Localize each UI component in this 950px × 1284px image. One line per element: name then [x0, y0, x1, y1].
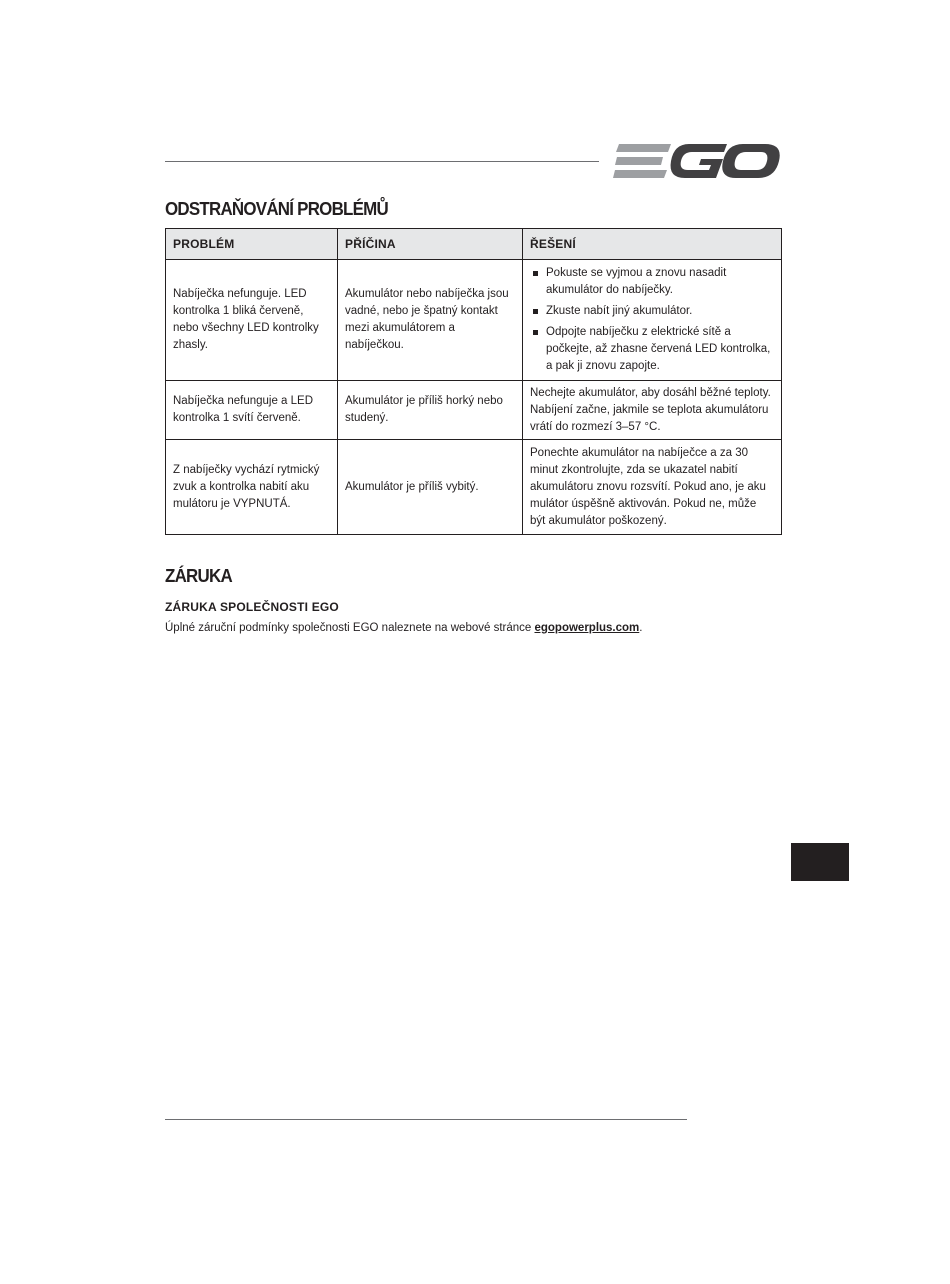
warranty-paragraph — [165, 622, 642, 634]
warranty-title: ZÁRUKA — [165, 566, 232, 586]
solution-item-text: Zkuste nabít jiný akumulátor. — [546, 305, 693, 317]
warranty-text: Úplné záruční podmínky společnosti EGO naleznete na webové stránce — [165, 622, 535, 634]
cause-cell: Akumulátor je příliš vybitý. — [338, 440, 523, 535]
logo-g — [671, 144, 727, 178]
cause-cell: Akumulátor je příliš horký nebo studený. — [338, 381, 523, 440]
column-header-problem: PROBLÉM — [166, 229, 338, 260]
troubleshooting-title: ODSTRAŇOVÁNÍ PROBLÉMŮ — [165, 199, 388, 219]
warranty-text-end: . — [639, 622, 643, 634]
language-side-tab — [791, 843, 849, 881]
ego-logo-graphic — [613, 142, 781, 182]
warranty-subtitle: ZÁRUKA SPOLEČNOSTI EGO — [165, 600, 339, 614]
solution-list-item — [530, 324, 774, 375]
troubleshooting-table — [165, 228, 782, 535]
logo-e-bar-mid — [615, 157, 663, 165]
logo-o — [722, 144, 779, 178]
solution-item-text: Pokuste se vyjmou a znovu nasadit akumulátor do nabíječky. — [546, 267, 727, 296]
bullet-square-icon — [533, 271, 538, 276]
solution-cell — [523, 260, 782, 381]
solution-list-item — [530, 303, 774, 320]
solution-list — [530, 265, 774, 375]
table-row — [166, 440, 782, 535]
solution-item-text: Odpojte nabíječku z elektrické sítě a počkejte, až zhasne červená LED kontrolka, a pak ji znovu zapojte. — [546, 326, 771, 372]
bullet-square-icon — [533, 330, 538, 335]
bullet-square-icon — [533, 309, 538, 314]
problem-cell: Z nabíječky vychází rytmický zvuk a kontrolka nabití aku mulátoru je VYPNUTÁ. — [166, 440, 338, 535]
header-rule — [165, 161, 599, 162]
problem-cell: Nabíječka nefunguje. LED kontrolka 1 bliká červeně, nebo všechny LED kontrolky zhasly. — [166, 260, 338, 381]
warranty-link[interactable]: egopowerplus.com — [534, 622, 640, 634]
column-header-solution: ŘEŠENÍ — [523, 229, 782, 260]
solution-cell: Ponechte akumulátor na nabíječce a za 30 minut zkontrolujte, zda se ukazatel nabití akumulátoru znovu rozsvítí. Pokud ano, je aku mulátor úspěšně aktivován. Pokud ne, může být akumulátor poškozený. — [523, 440, 782, 535]
table-row — [166, 260, 782, 381]
problem-cell: Nabíječka nefunguje a LED kontrolka 1 svítí červeně. — [166, 381, 338, 440]
table-header-row — [166, 229, 782, 260]
solution-list-item — [530, 265, 774, 299]
footer-rule — [165, 1119, 687, 1120]
ego-logo — [613, 142, 781, 182]
table-row — [166, 381, 782, 440]
logo-e-bar-bottom — [613, 170, 667, 178]
cause-cell: Akumulátor nebo nabíječka jsou vadné, nebo je špatný kontakt mezi akumulátorem a nabíječkou. — [338, 260, 523, 381]
solution-cell: Nechejte akumulátor, aby dosáhl běžné teploty. Nabíjení začne, jakmile se teplota akumulátoru vrátí do rozmezí 3–57 °C. — [523, 381, 782, 440]
logo-e-bar-top — [616, 144, 671, 152]
column-header-cause: PŘÍČINA — [338, 229, 523, 260]
